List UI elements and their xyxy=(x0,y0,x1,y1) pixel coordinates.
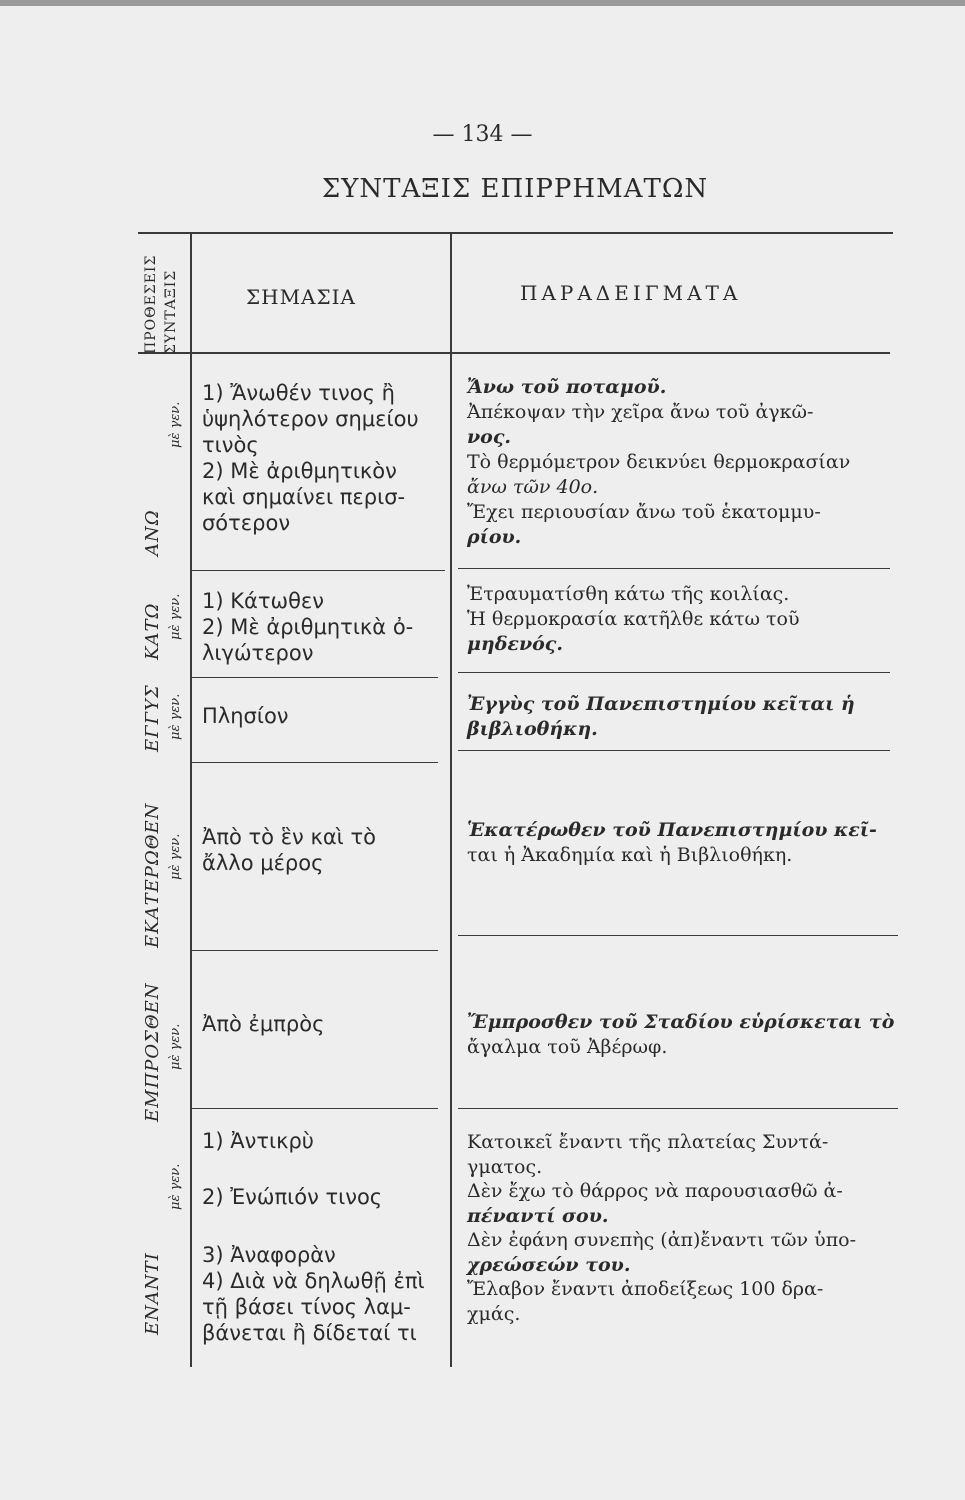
meaning-line: Ἀπὸ ἐμπρὸς xyxy=(202,1012,325,1036)
examples-row-rule xyxy=(458,672,890,673)
example-line: μηδενός. xyxy=(467,633,563,655)
row-case-kato: μὲ γεν. xyxy=(168,593,183,640)
meaning-line: 1) Ἄνωθέν τινος ἢ xyxy=(202,381,395,405)
meaning-line: Πλησίον xyxy=(202,704,289,728)
meaning-cell-kato xyxy=(202,588,447,666)
example-line: νος. xyxy=(467,426,512,448)
examples-cell-kato xyxy=(467,582,907,657)
row-label-kato: ΚΑΤΩ xyxy=(142,602,163,660)
meaning-row-rule xyxy=(190,570,445,571)
examples-cell-engys xyxy=(467,692,907,742)
example-line: ται ἡ Ἀκαδημία καὶ ἡ Βιβλιοθήκη. xyxy=(467,844,793,866)
meaning-line: 2) Μὲ ἀριθμητικὸν xyxy=(202,459,397,483)
meaning-row-rule xyxy=(190,762,438,763)
examples-cell-ekaterothen xyxy=(467,818,907,868)
example-line: Ἔχει περιουσίαν ἄνω τοῦ ἑκατομμυ- xyxy=(467,501,821,523)
examples-cell-ano xyxy=(467,375,907,550)
row-label-ekaterothen: ΕΚΑΤΕΡΩΘΕΝ xyxy=(142,802,163,948)
header-meaning: ΣΗΜΑΣΙΑ xyxy=(246,285,356,309)
page-title: ΣΥΝΤΑΞΙΣ ΕΠΙΡΡΗΜΑΤΩΝ xyxy=(321,174,709,204)
meaning-cell-ano xyxy=(202,380,447,536)
example-line: Ἄνω τοῦ ποταμοῦ. xyxy=(467,376,667,398)
example-line: γματος. xyxy=(467,1155,543,1178)
meaning-line: 3) Ἀναφορὰν xyxy=(202,1243,336,1267)
meaning-line: λιγώτερον xyxy=(202,641,314,665)
meaning-line: 4) Διὰ νὰ δηλωθῇ ἐπὶ xyxy=(202,1269,425,1293)
example-line: Ἑκατέρωθεν τοῦ Πανεπιστημίου κεῖ- xyxy=(467,819,877,841)
example-line: βιβλιοθήκη. xyxy=(467,718,598,740)
example-line: ἄνω τῶν 40ο. xyxy=(467,476,599,498)
row-label-enanti: ΕΝΑΝΤΙ xyxy=(142,1252,163,1335)
example-line: Ἡ θερμοκρασία κατῆλθε κάτω τοῦ xyxy=(467,608,800,630)
row-case-engys: μὲ γεν. xyxy=(168,693,183,740)
example-line: Ἔλαβον ἔναντι ἀποδείξεως 100 δρα- xyxy=(467,1278,824,1300)
meaning-row-rule xyxy=(190,950,438,951)
column-divider-middle xyxy=(450,232,452,1367)
meaning-line: ἄλλο μέρος xyxy=(202,851,324,875)
meaning-line: 2) Ἐνώπιόν τινος xyxy=(202,1185,383,1209)
row-label-ano: ΑΝΩ xyxy=(142,509,163,556)
row-case-ano: μὲ γεν. xyxy=(168,401,183,448)
row-label-emprosthen: ΕΜΠΡΟΣΘΕΝ xyxy=(142,982,163,1122)
meaning-line: Ἀπὸ τὸ ἓν καὶ τὸ xyxy=(202,825,376,849)
meaning-row-rule xyxy=(190,677,438,678)
row-case-enanti: μὲ γεν. xyxy=(168,1163,183,1210)
example-line: Ἐγγὺς τοῦ Πανεπιστημίου κεῖται ἡ xyxy=(467,693,855,715)
examples-cell-enanti xyxy=(467,1130,907,1326)
examples-cell-emprosthen xyxy=(467,1010,907,1060)
header-bottom-rule xyxy=(138,352,890,354)
meaning-cell-engys xyxy=(202,703,447,729)
example-line: Τὸ θερμόμετρον δεικνύει θερμοκρασίαν xyxy=(467,451,851,473)
example-line: Ἐτραυματίσθη κάτω τῆς κοιλίας. xyxy=(467,583,790,605)
examples-row-rule xyxy=(458,750,890,751)
scan-edge xyxy=(0,0,965,6)
example-line: Ἀπέκοψαν τὴν χεῖρα ἄνω τοῦ ἀγκῶ- xyxy=(467,401,814,423)
examples-row-rule xyxy=(458,568,890,569)
examples-row-rule xyxy=(458,935,898,936)
meaning-row-rule xyxy=(190,1108,438,1109)
row-label-engys: ΕΓΓΥΣ xyxy=(142,684,163,752)
meaning-line: τινὸς xyxy=(202,433,259,457)
meaning-line: ὑψηλότερον σημείου xyxy=(202,407,419,431)
meaning-cell-ekaterothen xyxy=(202,824,447,876)
meaning-line: 1) Ἀντικρὺ xyxy=(202,1129,314,1153)
meaning-cell-emprosthen xyxy=(202,1011,447,1037)
example-line: Δὲν ἐφάνη συνεπὴς (ἀπ)ἔναντι τῶν ὑπο- xyxy=(467,1229,857,1251)
table-top-rule xyxy=(138,232,893,234)
example-line: χμάς. xyxy=(467,1302,521,1325)
meaning-line: 2) Μὲ ἀριθμητικὰ ὀ- xyxy=(202,615,414,639)
example-line: Κατοικεῖ ἔναντι τῆς πλατείας Συντά- xyxy=(467,1131,829,1153)
row-case-emprosthen: μὲ γεν. xyxy=(168,1023,183,1070)
page-number: — 134 — xyxy=(432,122,533,147)
meaning-cell-enanti xyxy=(202,1128,447,1346)
example-line: χρεώσεών του. xyxy=(467,1253,631,1276)
header-prepositions: ΠΡΟΘΕΣΕΙΣ xyxy=(143,254,159,354)
header-syntax: ΣΥΝΤΑΞΙΣ xyxy=(163,269,179,354)
example-line: πέναντί σου. xyxy=(467,1204,609,1227)
meaning-line: σότερον xyxy=(202,511,291,535)
header-examples: ΠΑΡΑΔΕΙΓΜΑΤΑ xyxy=(520,281,742,305)
meaning-line: καὶ σημαίνει περισ- xyxy=(202,485,406,509)
example-line: Ἔμπροσθεν τοῦ Σταδίου εὑρίσκεται τὸ xyxy=(467,1011,895,1033)
example-line: ἄγαλμα τοῦ Ἀβέρωφ. xyxy=(467,1036,668,1058)
meaning-line: τῇ βάσει τίνος λαμ- xyxy=(202,1295,411,1319)
meaning-line: 1) Κάτωθεν xyxy=(202,589,325,613)
examples-row-rule xyxy=(458,1108,898,1109)
meaning-line: βάνεται ἢ δίδεταί τι xyxy=(202,1321,417,1345)
example-line: Δὲν ἔχω τὸ θάρρος νὰ παρουσιασθῶ ἀ- xyxy=(467,1180,843,1202)
column-divider-left xyxy=(190,232,192,1367)
example-line: ρίου. xyxy=(467,526,522,548)
row-case-ekaterothen: μὲ γεν. xyxy=(168,833,183,880)
